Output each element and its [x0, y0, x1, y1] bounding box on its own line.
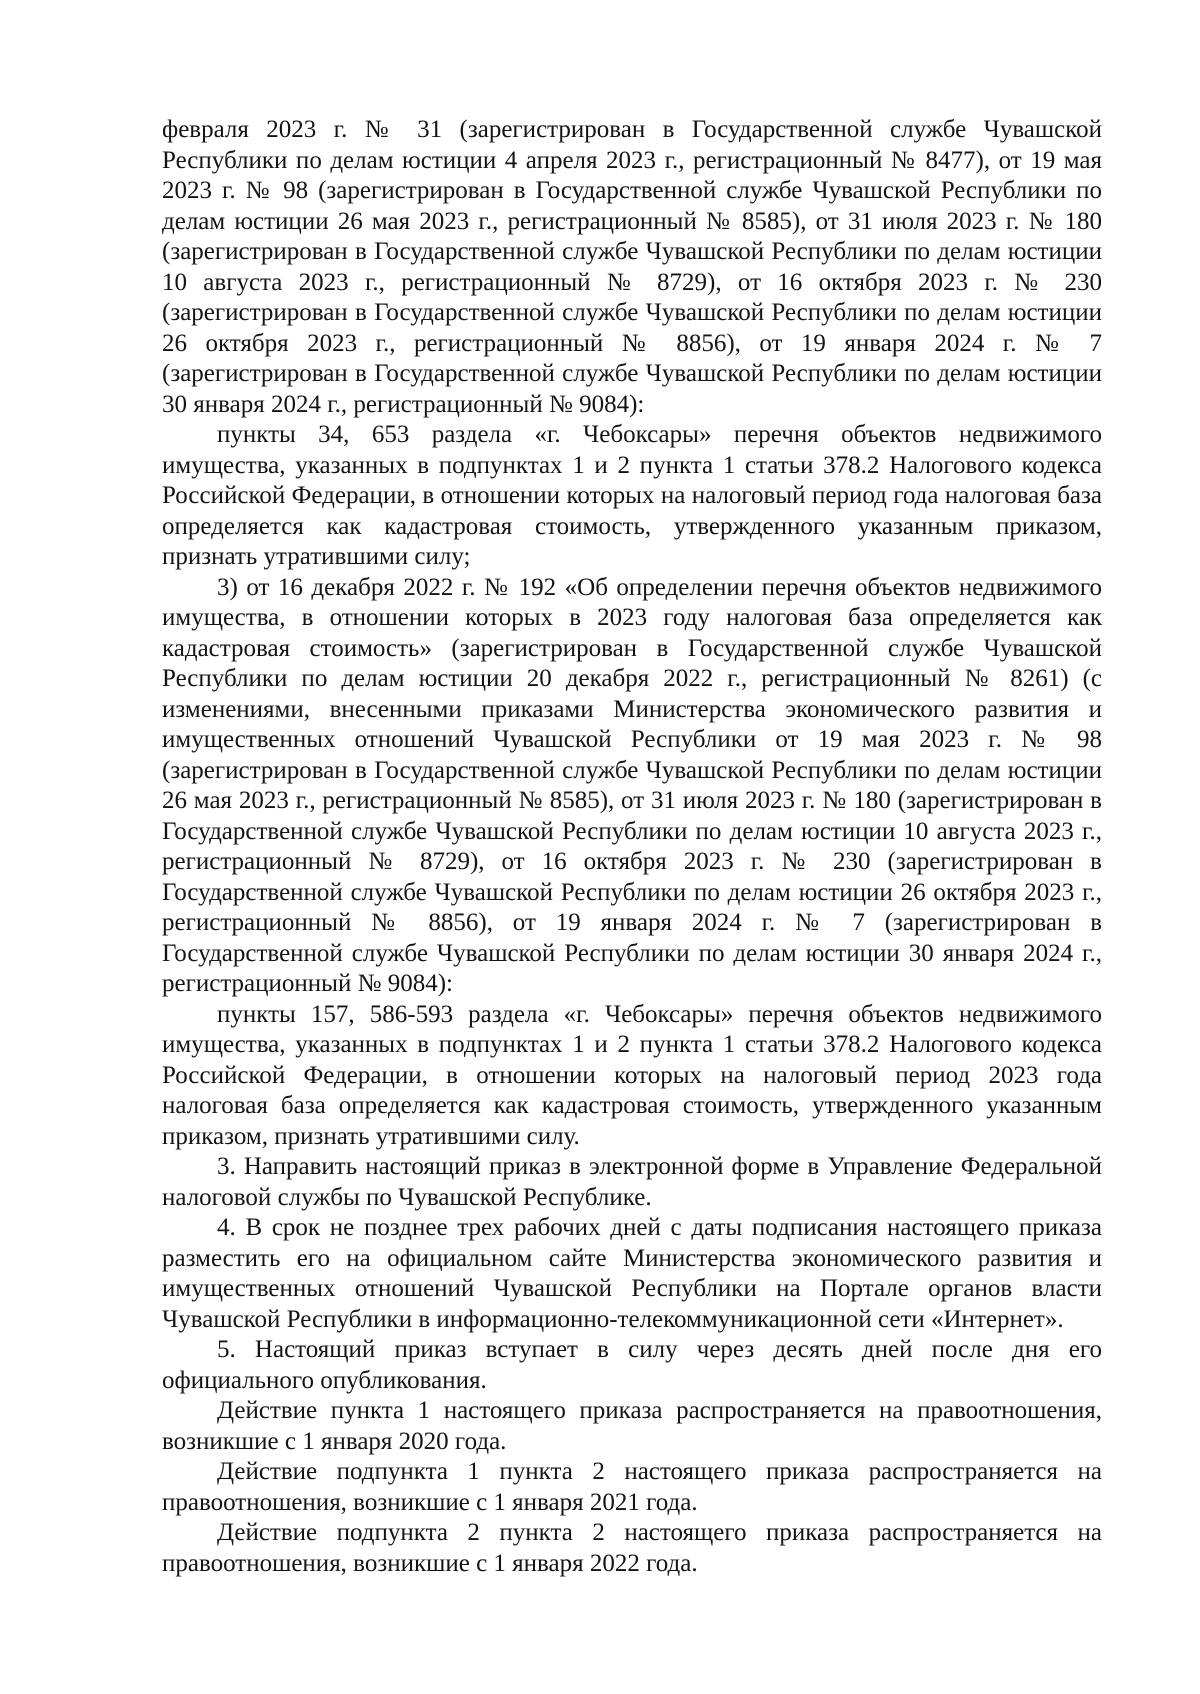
- paragraph-effect-subitem-1: Действие подпункта 1 пункта 2 настоящего приказа распространяется на правоотношения, возникшие с 1 января 2021 года.: [162, 1458, 1102, 1516]
- paragraph-item-3: 3. Направить настоящий приказ в электронной форме в Управление Федеральной налоговой службы по Чувашской Республике.: [162, 1153, 1102, 1211]
- paragraph-item-5: 5. Настоящий приказ вступает в силу через десять дней после дня его официального опубликования.: [162, 1336, 1102, 1394]
- paragraph-item-4: 4. В срок не позднее трех рабочих дней с даты подписания настоящего приказа разместить его на официальном сайте Министерства экономического развития и имущественных отношений Чувашской Республики на Портале органов власти Чувашской Республики в информационно-телекоммуникационной сети «Интернет».: [162, 1214, 1102, 1333]
- paragraph-effect-subitem-2: Действие подпункта 2 пункта 2 настоящего приказа распространяется на правоотношения, возникшие с 1 января 2022 года.: [162, 1519, 1102, 1577]
- paragraph-order-192: 3) от 16 декабря 2022 г. № 192 «Об определении перечня объектов недвижимого имущества, в отношении которых в 2023 году налоговая база определяется как кадастровая стоимость» (зарегистрирован в Государственной службе Чувашской Республики по делам юстиции 20 декабря 2022 г., регистрационный № 8261) (с изменениями, внесенными приказами Министерства экономического развития и имущественных отношений Чувашской Республики от 19 мая 2023 г. № 98 (зарегистрирован в Государственной службе Чувашской Республики по делам юстиции 26 мая 2023 г., регистрационный № 8585), от 31 июля 2023 г. № 180 (зарегистрирован в Государственной службе Чувашской Республики по делам юстиции 10 августа 2023 г., регистрационный № 8729), от 16 октября 2023 г. № 230 (зарегистрирован в Государственной службе Чувашской Республики по делам юстиции 26 октября 2023 г., регистрационный № 8856), от 19 января 2024 г. № 7 (зарегистрирован в Государственной службе Чувашской Республики по делам юстиции 30 января 2024 г., регистрационный № 9084):: [162, 573, 1102, 997]
- paragraph-continuation-amendments-list: февраля 2023 г. № 31 (зарегистрирован в Государственной службе Чувашской Республики по делам юстиции 4 апреля 2023 г., регистрационный № 8477), от 19 мая 2023 г. № 98 (зарегистрирован в Государственной службе Чувашской Республики по делам юстиции 26 мая 2023 г., регистрационный № 8585), от 31 июля 2023 г. № 180 (зарегистрирован в Государственной службе Чувашской Республики по делам юстиции 10 августа 2023 г., регистрационный № 8729), от 16 октября 2023 г. № 230 (зарегистрирован в Государственной службе Чувашской Республики по делам юстиции 26 октября 2023 г., регистрационный № 8856), от 19 января 2024 г. № 7 (зарегистрирован в Государственной службе Чувашской Республики по делам юстиции 30 января 2024 г., регистрационный № 9084):: [162, 116, 1102, 418]
- paragraph-points-157-586-593: пункты 157, 586-593 раздела «г. Чебоксары» перечня объектов недвижимого имущества, указанных в подпунктах 1 и 2 пункта 1 статьи 378.2 Налогового кодекса Российской Федерации, в отношении которых на налоговый период 2023 года налоговая база определяется как кадастровая стоимость, утвержденного указанным приказом, признать утратившими силу.: [162, 1000, 1102, 1150]
- document-body: [162, 115, 1102, 1579]
- paragraph-effect-item-1: Действие пункта 1 настоящего приказа распространяется на правоотношения, возникшие с 1 января 2020 года.: [162, 1397, 1102, 1455]
- paragraph-points-34-653: пункты 34, 653 раздела «г. Чебоксары» перечня объектов недвижимого имущества, указанных в подпунктах 1 и 2 пункта 1 статьи 378.2 Налогового кодекса Российской Федерации, в отношении которых на налоговый период года налоговая база определяется как кадастровая стоимость, утвержденного указанным приказом, признать утратившими силу;: [162, 421, 1102, 570]
